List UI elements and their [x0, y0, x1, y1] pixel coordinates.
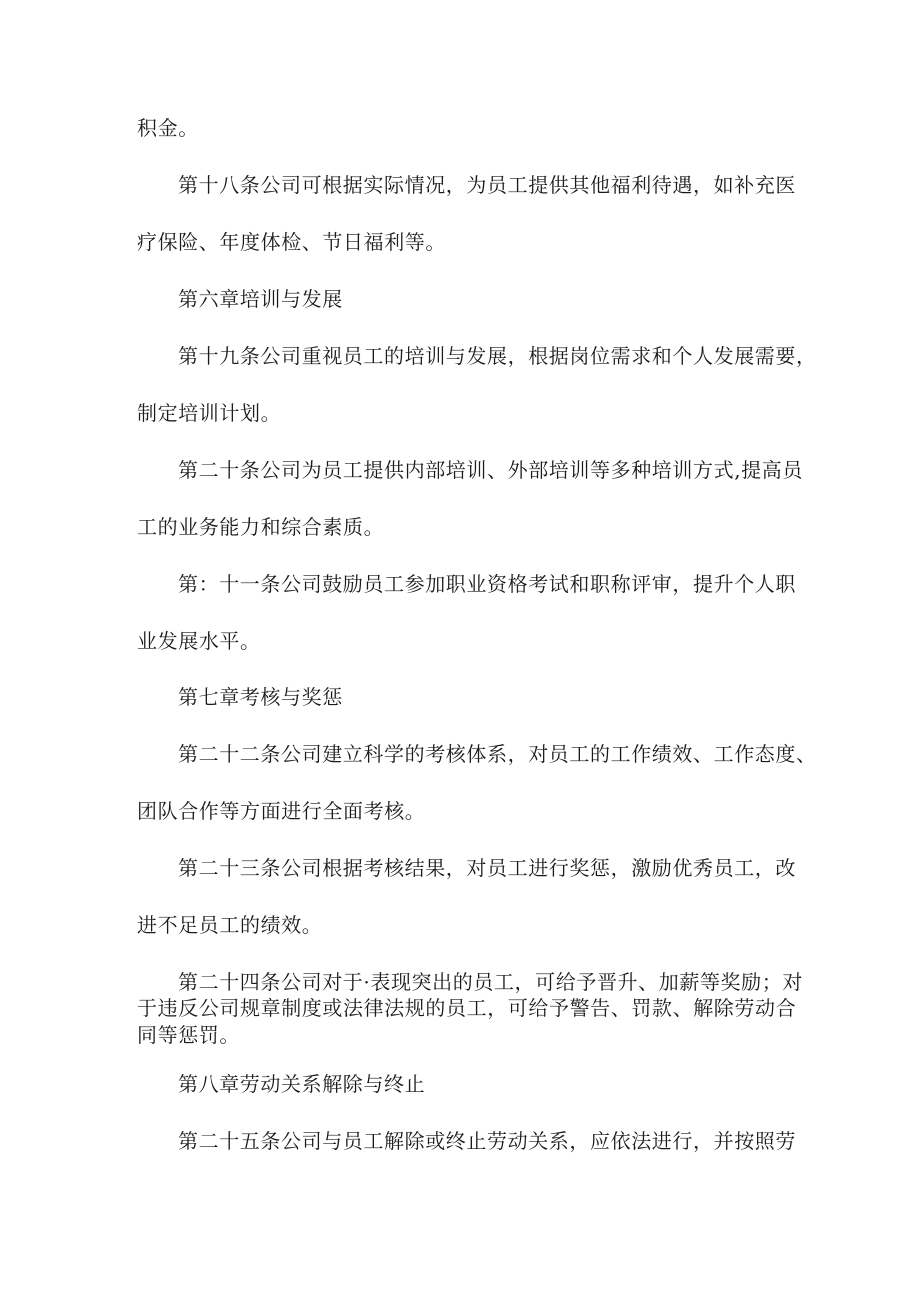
article-18-line-2: 疗保险、年度体检、节日福利等。: [137, 230, 446, 254]
article-21-line-1: 第：十一条公司鼓励员工参加职业资格考试和职称评审，提升个人职: [178, 572, 796, 596]
chapter-7-heading: 第七章考核与奖惩: [178, 685, 343, 709]
article-24-line-1: 第二十四条公司对于·表现突出的员工，可给予晋升、加薪等奖励；对: [178, 970, 803, 994]
article-24-line-3: 同等惩罚。: [137, 1023, 240, 1047]
article-23-line-1: 第二十三条公司根据考核结果，对员工进行奖惩，激励优秀员工，改: [178, 856, 796, 880]
article-23-line-2: 进不足员工的绩效。: [137, 913, 323, 937]
article-20-line-1: 第二十条公司为员工提供内部培训、外部培训等多种培训方式,提高员: [178, 458, 803, 482]
chapter-8-heading: 第八章劳动关系解除与终止: [178, 1072, 426, 1096]
article-18-line-1: 第十八条公司可根据实际情况，为员工提供其他福利待遇，如补充医: [178, 173, 796, 197]
text-line: 积金。: [137, 116, 199, 140]
article-25-line-1: 第二十五条公司与员工解除或终止劳动关系，应依法进行，并按照劳: [178, 1129, 796, 1153]
article-19-line-2: 制定培训计划。: [137, 401, 282, 425]
article-20-line-2: 工的业务能力和综合素质。: [137, 515, 385, 539]
chapter-6-heading: 第六章培训与发展: [178, 287, 343, 311]
article-22-line-1: 第二十二条公司建立科学的考核体系，对员工的工作绩效、工作态度、: [178, 742, 817, 766]
article-19-line-1: 第十九条公司重视员工的培训与发展，根据岗位需求和个人发展需要，: [178, 344, 817, 368]
article-24-line-2: 于违反公司规章制度或法律法规的员工，可给予警告、罚款、解除劳动合: [137, 996, 797, 1020]
article-22-line-2: 团队合作等方面进行全面考核。: [137, 799, 426, 823]
article-21-line-2: 业发展水平。: [137, 629, 261, 653]
